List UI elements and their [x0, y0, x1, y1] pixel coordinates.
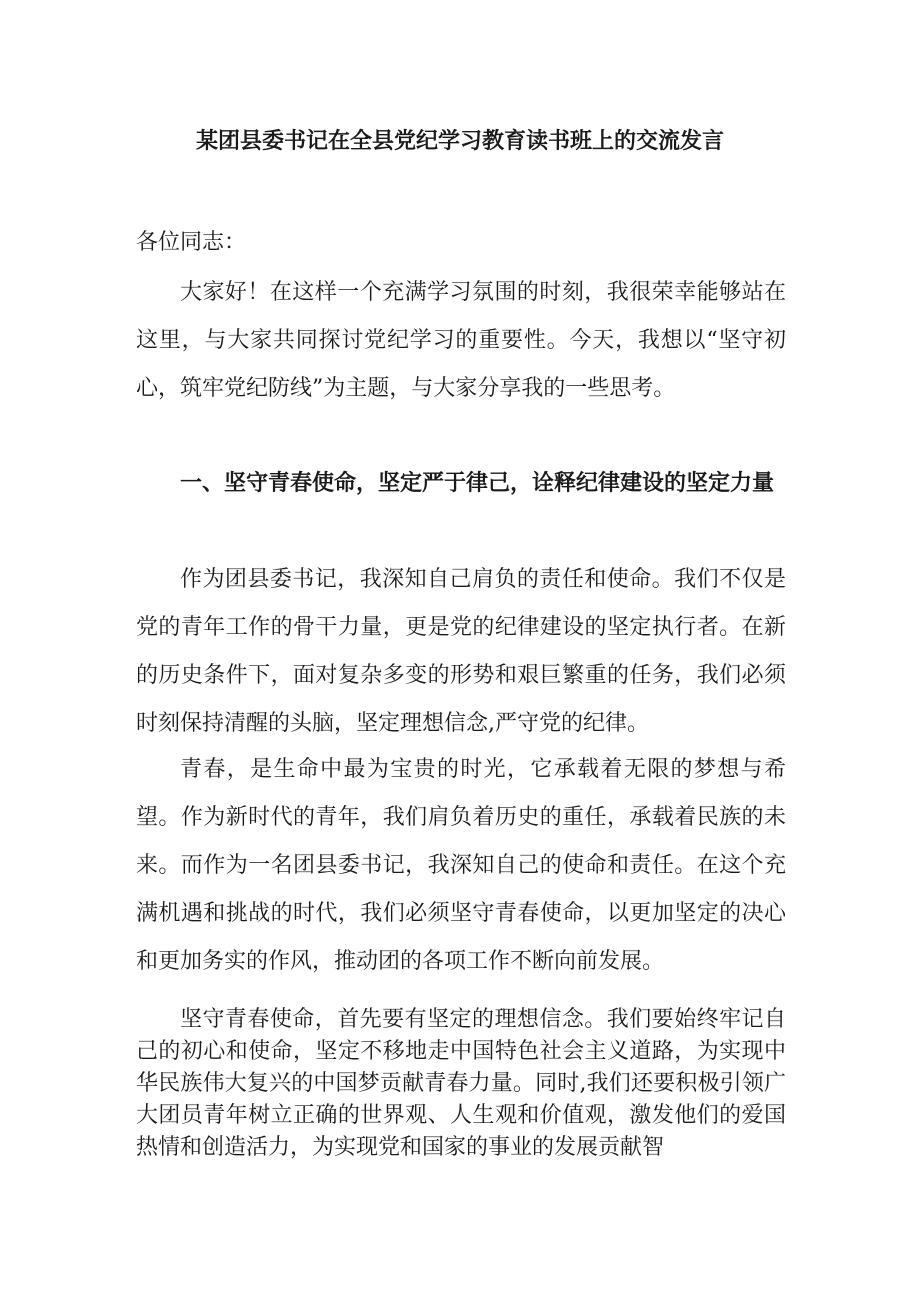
paragraph-opening: 大家好！在这样一个充满学习氛围的时刻，我很荣幸能够站在这里，与大家共同探讨党纪学习的重要性。今天，我想以“坚守初心，筑牢党纪防线”为主题，与大家分享我的一些思考。 — [136, 280, 786, 401]
paragraph-responsibility: 作为团县委书记，我深知自己肩负的责任和使命。我们不仅是党的青年工作的骨干力量，更是党的纪律建设的坚定执行者。在新的历史条件下，面对复杂多变的形势和艰巨繁重的任务，我们必须时刻保持清醒的头脑，坚定理想信念,严守党的纪律。 — [136, 567, 786, 736]
salutation: 各位同志： — [136, 230, 247, 255]
paragraph-youth: 青春，是生命中最为宝贵的时光，它承载着无限的梦想与希望。作为新时代的青年，我们肩负着历史的重任，承载着民族的未来。而作为一名团县委书记，我深知自己的使命和责任。在这个充满机遇和挑战的时代，我们必须坚守青春使命，以更加坚定的决心和更加务实的作风，推动团的各项工作不断向前发展。 — [136, 757, 786, 974]
paragraph-ideals: 坚守青春使命，首先要有坚定的理想信念。我们要始终牢记自己的初心和使命，坚定不移地走中国特色社会主义道路，为实现中华民族伟大复兴的中国梦贡献青春力量。同时,我们还要积极引领广大团员青年树立正确的世界观、人生观和价值观，激发他们的爱国热情和创造活力，为实现党和国家的事业的发展贡献智 — [136, 1007, 786, 1160]
section-heading: 一、坚守青春使命，坚定严于律己，诠释纪律建设的坚定力量 — [180, 471, 775, 496]
document-title: 某团县委书记在全县党纪学习教育读书班上的交流发言 — [195, 129, 724, 154]
